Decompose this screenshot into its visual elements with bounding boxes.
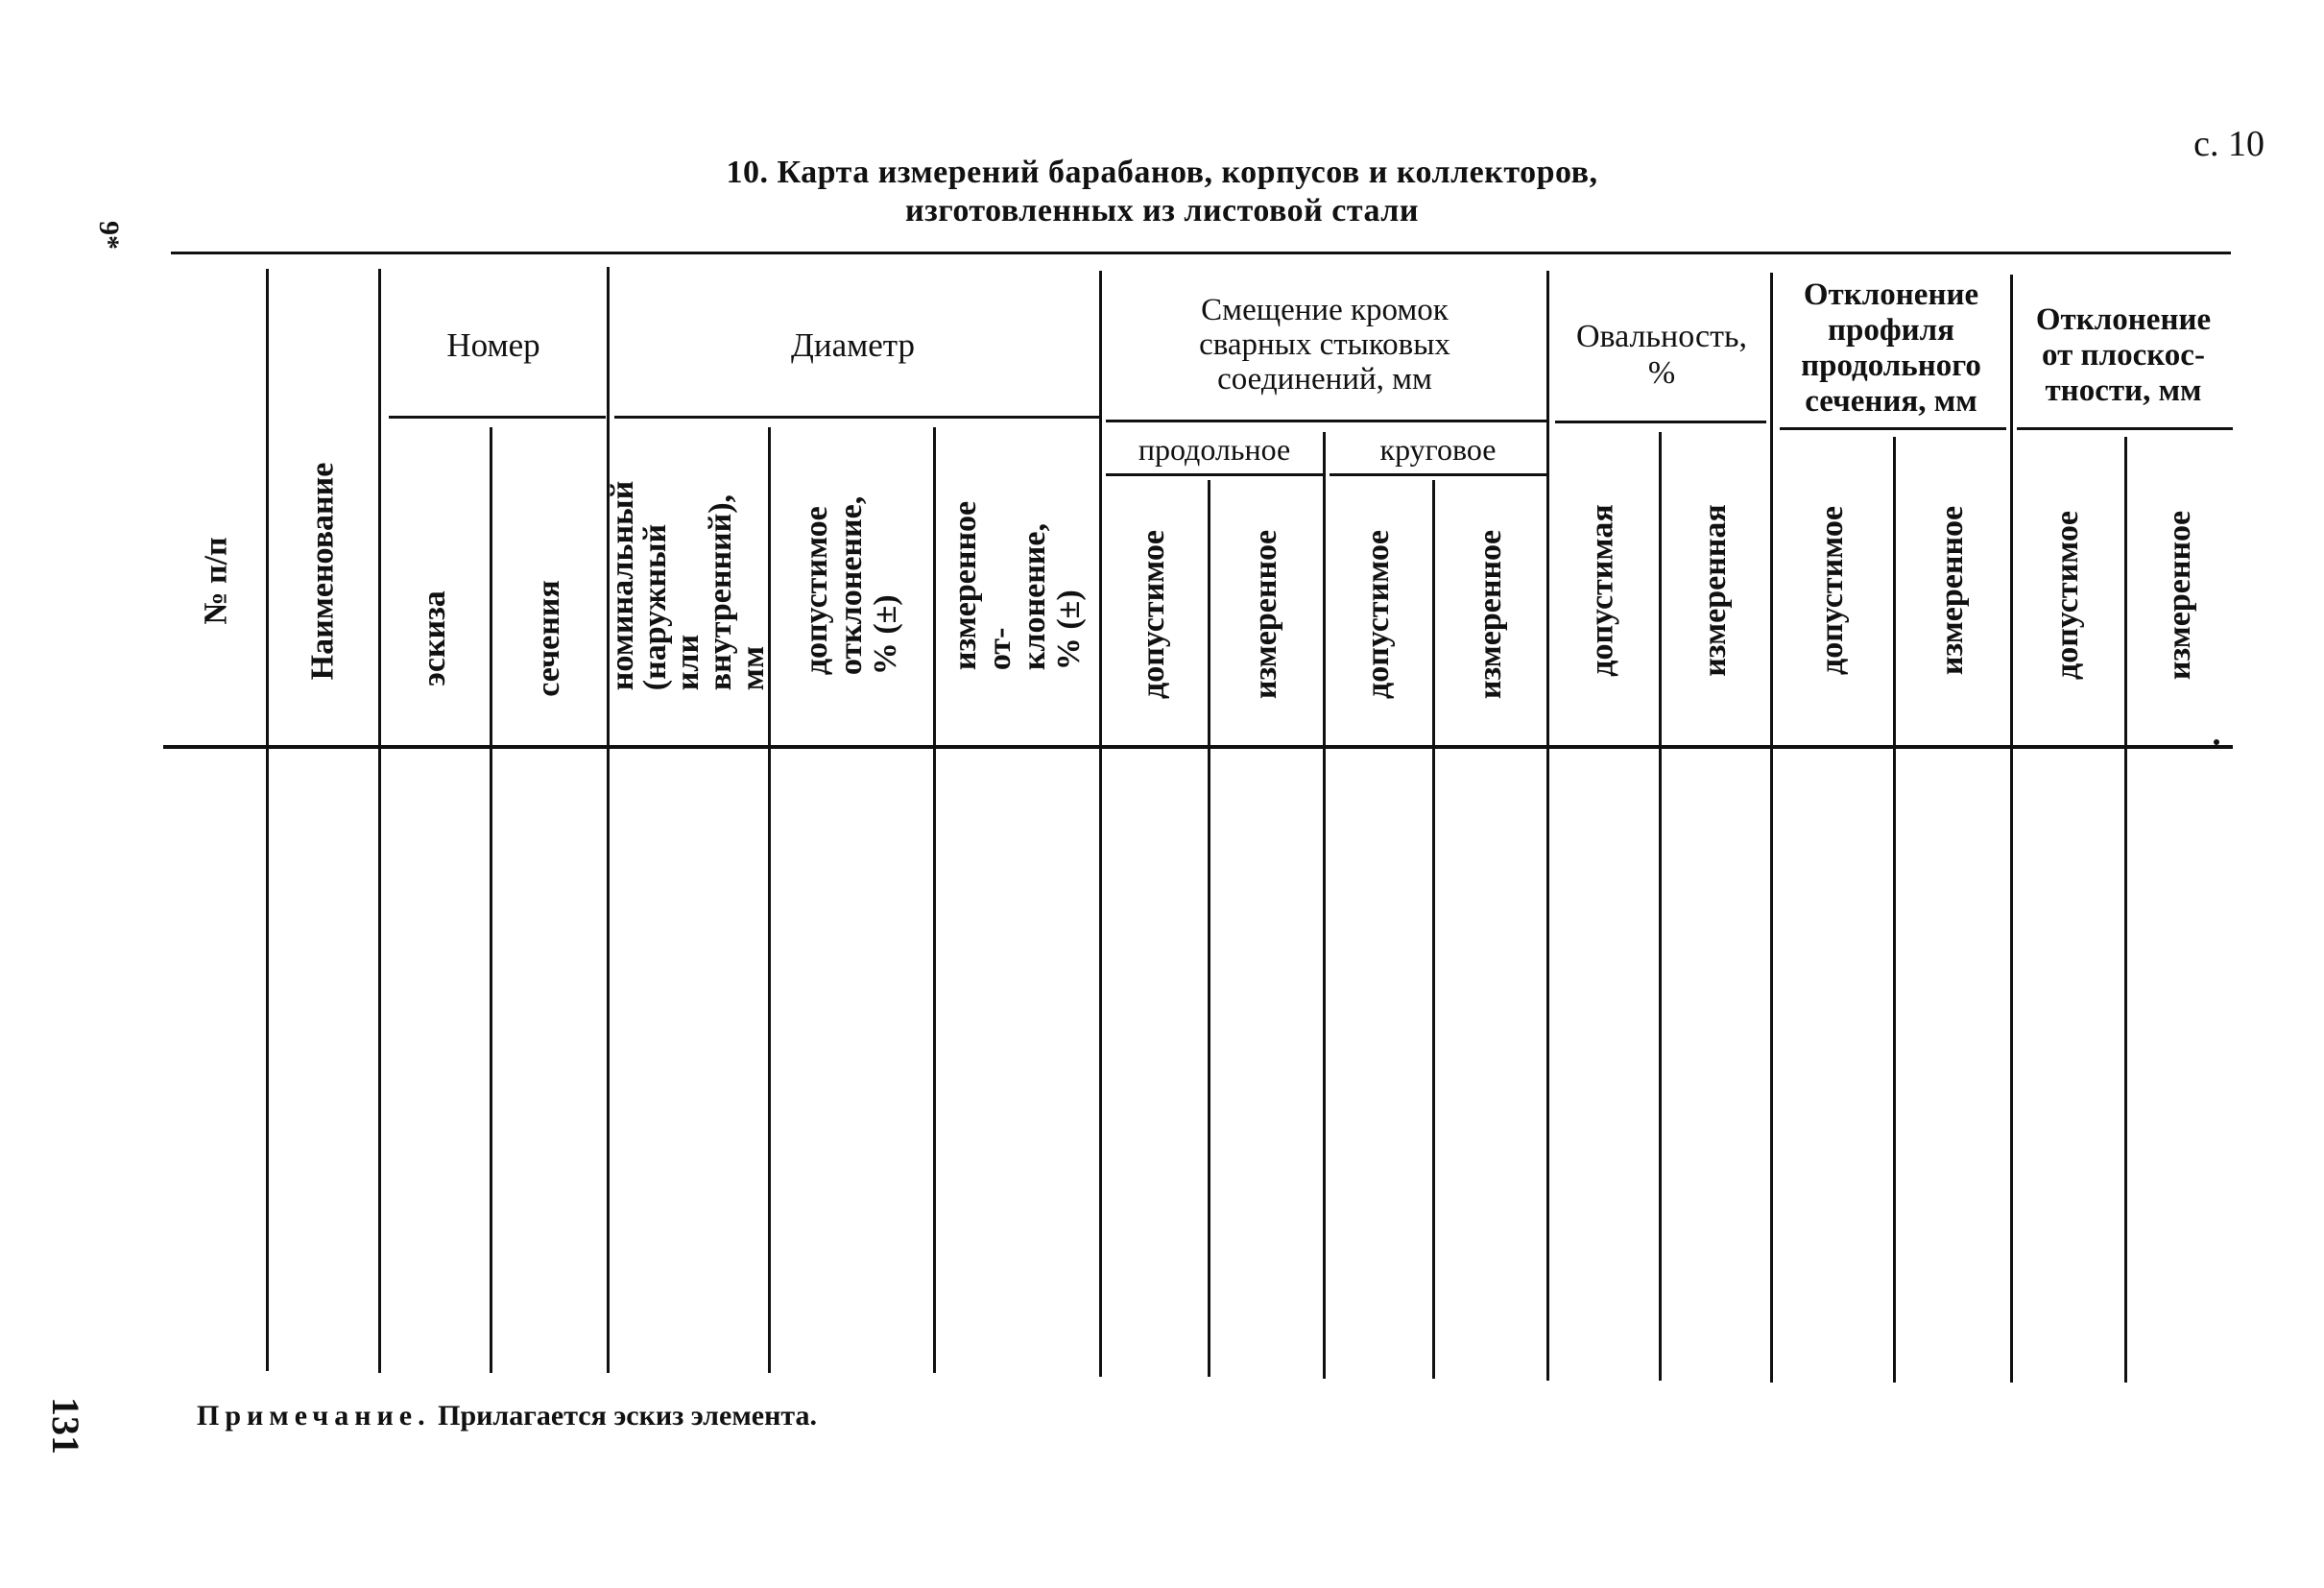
subcol-ovality-allowed: допустимая [1585, 504, 1621, 677]
offset-circular-header: круговое [1379, 432, 1497, 467]
subcol-profile-measured: измеренное [1934, 505, 1971, 676]
ovality-group-rule [1555, 421, 1766, 423]
group-header-ovality: Овальность, % [1575, 319, 1748, 391]
table-top-rule [171, 252, 2231, 254]
subcol-divider [933, 427, 936, 1373]
col-header-num: № п/п [198, 537, 234, 625]
diameter-group-rule [614, 416, 1099, 419]
col-divider [1546, 271, 1549, 1381]
group-header-diameter: Диаметр [790, 326, 916, 364]
subcol-offset-long-measured: измеренное [1248, 529, 1284, 700]
col-divider [607, 267, 610, 1373]
subcol-divider [1659, 432, 1662, 1381]
subcol-profile-allowed: допустимое [1814, 506, 1850, 675]
subcol-allowed-deviation: допустимое отклонение, % (±) [799, 495, 904, 676]
group-header-profile: Отклонение профиля продольного сечения, мм [1801, 277, 1981, 419]
offset-long-rule [1106, 473, 1324, 476]
document-title [0, 154, 2324, 230]
side-mark: 9* [93, 221, 125, 250]
subcol-offset-circ-measured: измеренное [1473, 529, 1509, 700]
scan-speck [2214, 739, 2219, 745]
subcol-divider [1323, 432, 1326, 1379]
subcol-ovality-measured: измеренная [1697, 504, 1734, 677]
group-header-number: Номер [446, 326, 540, 364]
subcol-divider [1432, 480, 1435, 1379]
offset-circ-rule [1330, 473, 1547, 476]
table-header-rule [163, 745, 2233, 749]
subcol-flatness-measured: измеренное [2162, 510, 2198, 681]
footnote-lead: Примечание. [197, 1400, 431, 1432]
profile-group-rule [1780, 427, 2006, 430]
subcol-nominal-diameter: номинальный (наружный или внутренний), мм [605, 480, 771, 691]
offset-longitudinal-header: продольное [1138, 432, 1291, 467]
number-group-rule [389, 416, 606, 419]
subcol-section: сечения [531, 580, 566, 697]
group-header-offset: Смещение кромок сварных стыковых соединений, мм [1199, 293, 1450, 397]
group-header-flatness: Отклонение от плоскос- тности, мм [2035, 301, 2212, 408]
subcol-offset-long-allowed: допустимое [1136, 530, 1171, 699]
page-corner-number: с. 10 [2193, 124, 2264, 164]
title-line-1: 10. Карта измерений барабанов, корпусов и коллекторов, [726, 155, 1598, 190]
footnote-text: Прилагается эскиз элемента. [438, 1400, 817, 1432]
footnote [197, 1400, 817, 1432]
col-divider [1770, 273, 1773, 1383]
offset-group-rule [1106, 420, 1547, 422]
col-divider [378, 269, 381, 1373]
subcol-flatness-allowed: допустимое [2049, 511, 2085, 680]
side-page-number: 131 [44, 1397, 87, 1455]
col-divider [2010, 275, 2013, 1383]
subcol-divider [1208, 480, 1210, 1377]
subcol-measured-deviation: измеренное от- клонение, % (±) [947, 500, 1088, 671]
col-header-name: Наименование [304, 462, 341, 681]
subcol-sketch: эскиза [416, 590, 452, 686]
subcol-divider [2124, 437, 2127, 1383]
col-divider [1099, 271, 1102, 1377]
flatness-group-rule [2017, 427, 2233, 430]
title-line-2: изготовленных из листовой стали [905, 193, 1419, 229]
subcol-divider [490, 427, 492, 1373]
subcol-divider [1893, 437, 1896, 1383]
subcol-offset-circ-allowed: допустимое [1360, 530, 1396, 699]
